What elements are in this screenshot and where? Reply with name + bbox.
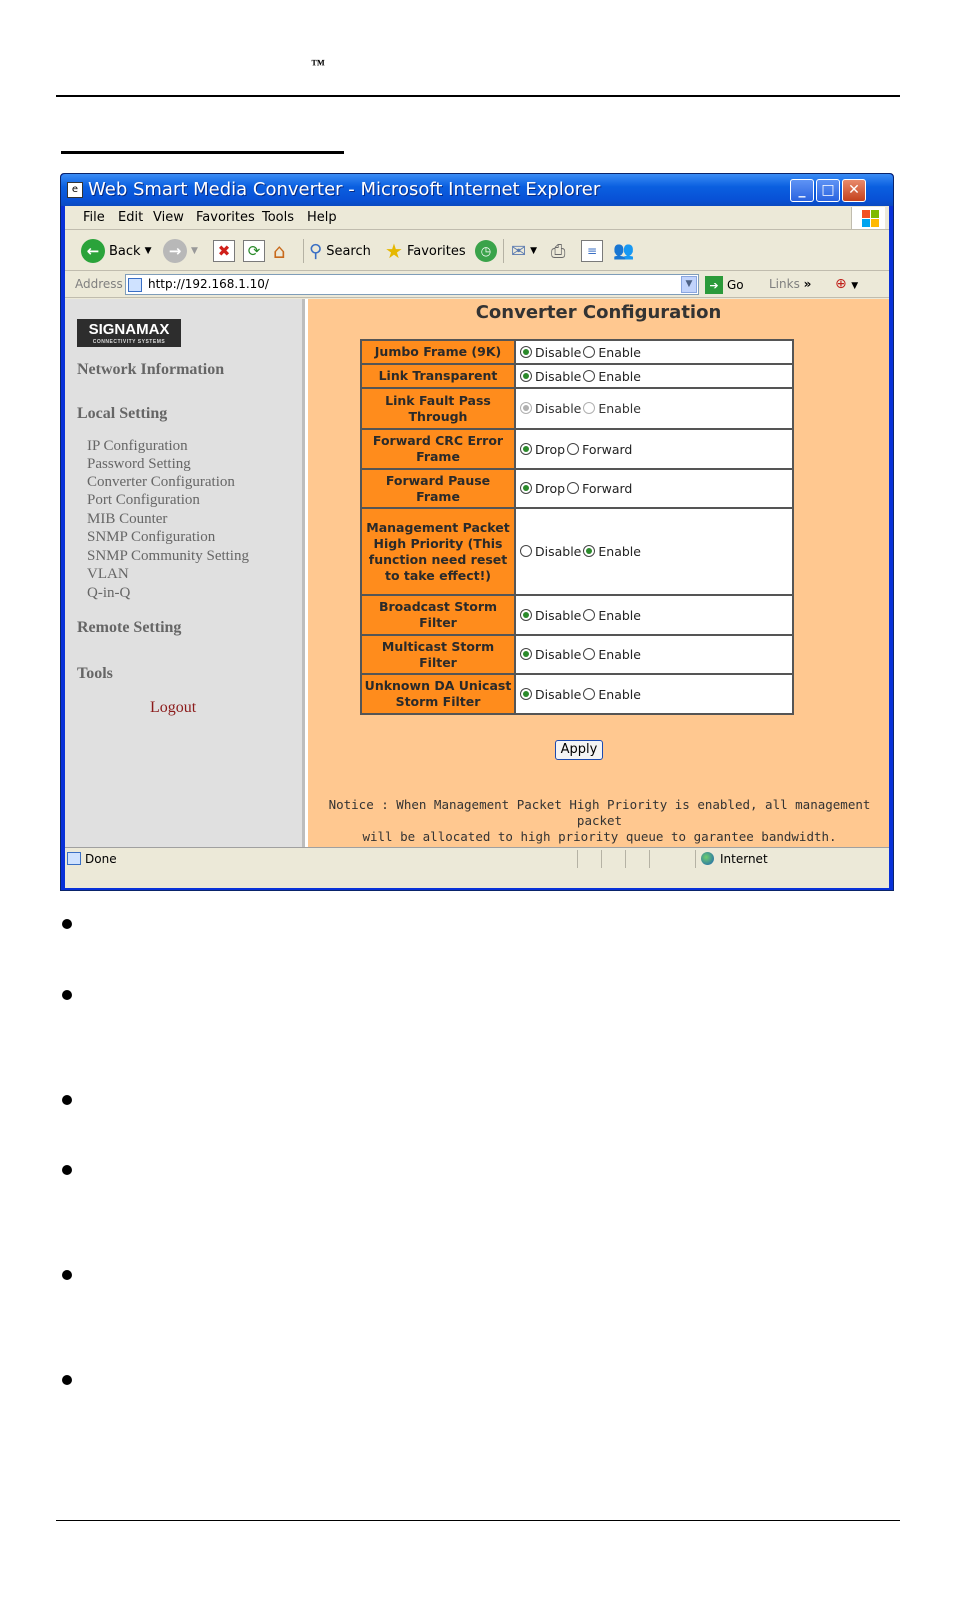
bullet-point (62, 1095, 72, 1105)
radio-enable[interactable] (583, 688, 595, 700)
radio-label: Enable (598, 647, 641, 662)
radio-disable[interactable] (520, 370, 532, 382)
status-separator (625, 850, 626, 868)
setting-options (515, 364, 793, 388)
setting-options (515, 508, 793, 595)
browser-window (60, 173, 894, 891)
radio-label: Enable (598, 544, 641, 559)
status-separator (601, 850, 602, 868)
trademark-symbol: ™ (311, 58, 325, 73)
nav-mib-counter[interactable]: MIB Counter (87, 511, 168, 527)
links-label: Links (769, 277, 800, 291)
radio-label: Enable (598, 607, 641, 623)
radio-enable[interactable] (583, 648, 595, 660)
back-button[interactable] (81, 238, 151, 264)
mail-icon: ✉ (511, 240, 527, 262)
radio-label: Disable (535, 647, 582, 662)
go-button[interactable] (705, 276, 744, 294)
star-icon: ★ (385, 239, 403, 263)
zone-text: Internet (720, 852, 768, 866)
internet-zone-icon (701, 852, 714, 865)
stop-icon: ✖ (213, 240, 235, 262)
setting-label: Forward Pause Frame (361, 469, 515, 508)
chevron-down-icon: ▼ (530, 246, 538, 256)
setting-label: Link Fault Pass Through (361, 388, 515, 429)
setting-label: Unknown DA Unicast Storm Filter (361, 674, 515, 714)
config-row (361, 595, 793, 635)
radio-label: Enable (598, 401, 641, 416)
radio-label: Enable (598, 344, 641, 360)
setting-options (515, 429, 793, 469)
radio-enable (583, 402, 595, 414)
print-button[interactable] (551, 238, 565, 264)
home-button[interactable] (273, 238, 286, 264)
radio-label: Forward (582, 441, 633, 457)
radio-enable[interactable] (583, 370, 595, 382)
radio-label: Forward (582, 481, 633, 496)
address-label: Address (75, 277, 123, 291)
maximize-button[interactable]: □ (816, 179, 840, 202)
config-row (361, 674, 793, 714)
menu-help[interactable]: Help (307, 210, 337, 225)
bullet-point (62, 1375, 72, 1385)
nav-network-information[interactable]: Network Information (77, 361, 225, 378)
search-icon: ⚲ (309, 240, 323, 262)
status-text: Done (85, 852, 117, 866)
radio-label: Disable (535, 344, 582, 360)
nav-vlan[interactable]: VLAN (87, 566, 129, 582)
logout-link[interactable]: Logout (150, 699, 197, 716)
menu-bar (65, 206, 889, 230)
nav-snmp-configuration[interactable]: SNMP Configuration (87, 529, 216, 545)
logo-text: SIGNAMAX (88, 321, 170, 338)
radio-disable[interactable] (520, 545, 532, 557)
favorites-label: Favorites (406, 243, 466, 259)
radio-enable[interactable] (583, 545, 595, 557)
acrobat-icon[interactable]: ⊕ ▼ (835, 276, 859, 292)
logo-subtext: CONNECTIVITY SYSTEMS (92, 339, 166, 345)
back-label: Back (109, 243, 141, 259)
setting-label: Forward CRC Error Frame (361, 429, 515, 469)
radio-forward[interactable] (567, 482, 579, 494)
nav-port-configuration[interactable]: Port Configuration (87, 492, 200, 508)
radio-disable[interactable] (520, 648, 532, 660)
radio-disable[interactable] (520, 609, 532, 621)
radio-disable (520, 402, 532, 414)
page-status-icon (67, 852, 81, 865)
radio-label: Enable (598, 368, 641, 384)
converter-config-table (360, 339, 794, 715)
nav-local-setting[interactable]: Local Setting (77, 405, 168, 422)
nav-tools[interactable]: Tools (77, 665, 113, 682)
nav-snmp-community-setting[interactable]: SNMP Community Setting (87, 548, 249, 564)
page-icon: e (67, 182, 83, 198)
radio-label: Drop (535, 481, 566, 496)
go-arrow-icon: ➔ (705, 276, 723, 294)
favorites-button[interactable] (385, 238, 466, 264)
bullet-point (62, 1165, 72, 1175)
search-label: Search (326, 243, 371, 259)
window-title: Web Smart Media Converter - Microsoft Internet Explorer (88, 179, 601, 200)
setting-options (515, 469, 793, 508)
apply-button[interactable]: Apply (555, 740, 603, 760)
header-rule (56, 95, 900, 97)
setting-options (515, 674, 793, 714)
edit-page-icon: ≡ (581, 240, 603, 262)
toolbar-separator (503, 239, 504, 263)
forward-arrow-icon: → (163, 239, 187, 263)
setting-options (515, 388, 793, 429)
status-separator (695, 850, 696, 868)
menu-edit[interactable]: Edit (118, 210, 144, 225)
setting-label: Jumbo Frame (9K) (361, 340, 515, 364)
messenger-button[interactable] (613, 238, 634, 264)
bullet-point (62, 990, 72, 1000)
address-bar (65, 272, 889, 298)
bullet-point (62, 1270, 72, 1280)
radio-label: Enable (598, 686, 641, 702)
config-row (361, 364, 793, 388)
radio-label: Disable (535, 401, 582, 416)
browser-body (65, 206, 889, 888)
messenger-icon: 👥 (613, 241, 635, 261)
status-separator (577, 850, 578, 868)
title-bar[interactable] (61, 174, 893, 206)
section-rule (61, 151, 344, 154)
history-icon: ◷ (475, 240, 497, 262)
config-row (361, 388, 793, 429)
radio-enable[interactable] (583, 346, 595, 358)
stop-button[interactable] (213, 238, 235, 264)
radio-disable[interactable] (520, 688, 532, 700)
setting-options (515, 635, 793, 674)
setting-label: Management Packet High Priority (This function need reset to take effect!) (361, 508, 515, 595)
signamax-logo (77, 319, 181, 347)
menu-file[interactable]: File (83, 210, 105, 225)
history-button[interactable] (475, 238, 497, 264)
config-row (361, 340, 793, 364)
config-row (361, 429, 793, 469)
radio-enable[interactable] (583, 609, 595, 621)
setting-label: Broadcast Storm Filter (361, 595, 515, 635)
home-icon: ⌂ (273, 239, 286, 263)
radio-label: Drop (535, 441, 566, 457)
page-title: Converter Configuration (475, 302, 722, 323)
radio-drop[interactable] (520, 443, 532, 455)
nav-remote-setting[interactable]: Remote Setting (77, 619, 182, 636)
setting-label: Multicast Storm Filter (361, 635, 515, 674)
status-bar (65, 847, 889, 869)
bullet-point (62, 919, 72, 929)
mail-button[interactable] (511, 238, 537, 264)
main-content (308, 299, 889, 847)
nav-q-in-q[interactable]: Q-in-Q (87, 585, 131, 601)
notice-text (312, 797, 887, 845)
refresh-button[interactable] (243, 238, 265, 264)
edit-button[interactable] (581, 238, 603, 264)
toolbar-separator (303, 239, 304, 263)
radio-disable[interactable] (520, 346, 532, 358)
go-label: Go (727, 278, 744, 292)
search-button[interactable] (309, 238, 371, 264)
page-favicon-icon (128, 278, 142, 292)
setting-options (515, 340, 793, 364)
nav-converter-configuration[interactable]: Converter Configuration (87, 474, 235, 490)
notice-line-2: will be allocated to high priority queue to garantee bandwidth. (362, 829, 837, 844)
footer-rule (56, 1520, 900, 1521)
address-input[interactable]: http://192.168.1.10/ (125, 274, 699, 295)
nav-ip-configuration[interactable]: IP Configuration (87, 438, 188, 454)
refresh-icon: ⟳ (243, 240, 265, 262)
setting-label: Link Transparent (361, 364, 515, 388)
back-arrow-icon: ← (81, 239, 105, 263)
menu-view[interactable]: View (153, 210, 184, 225)
config-row (361, 469, 793, 508)
radio-label: Disable (535, 368, 582, 384)
sidebar (65, 299, 305, 847)
radio-label: Disable (535, 544, 582, 559)
windows-flag-icon (851, 207, 885, 229)
chevron-down-icon: ▼ (144, 246, 152, 256)
nav-password-setting[interactable]: Password Setting (87, 456, 191, 472)
radio-drop[interactable] (520, 482, 532, 494)
address-dropdown-button[interactable]: ▼ (681, 276, 697, 293)
close-button[interactable]: ✕ (842, 179, 866, 202)
status-separator (649, 850, 650, 868)
notice-line-1: Notice : When Management Packet High Priority is enabled, all management packet (328, 797, 871, 828)
minimize-button[interactable]: _ (790, 179, 814, 202)
radio-forward[interactable] (567, 443, 579, 455)
page-viewport (65, 299, 889, 847)
radio-label: Disable (535, 607, 582, 623)
links-toolbar[interactable]: Links » (769, 277, 812, 291)
radio-label: Disable (535, 686, 582, 702)
config-row (361, 635, 793, 674)
setting-options (515, 595, 793, 635)
chevron-down-icon: ▼ (191, 246, 198, 256)
menu-tools[interactable]: Tools (262, 210, 295, 225)
forward-button[interactable] (163, 238, 198, 264)
menu-favorites[interactable]: Favorites (196, 210, 255, 225)
printer-icon: ⎙ (551, 240, 566, 262)
config-row (361, 508, 793, 595)
standard-toolbar (65, 231, 889, 271)
